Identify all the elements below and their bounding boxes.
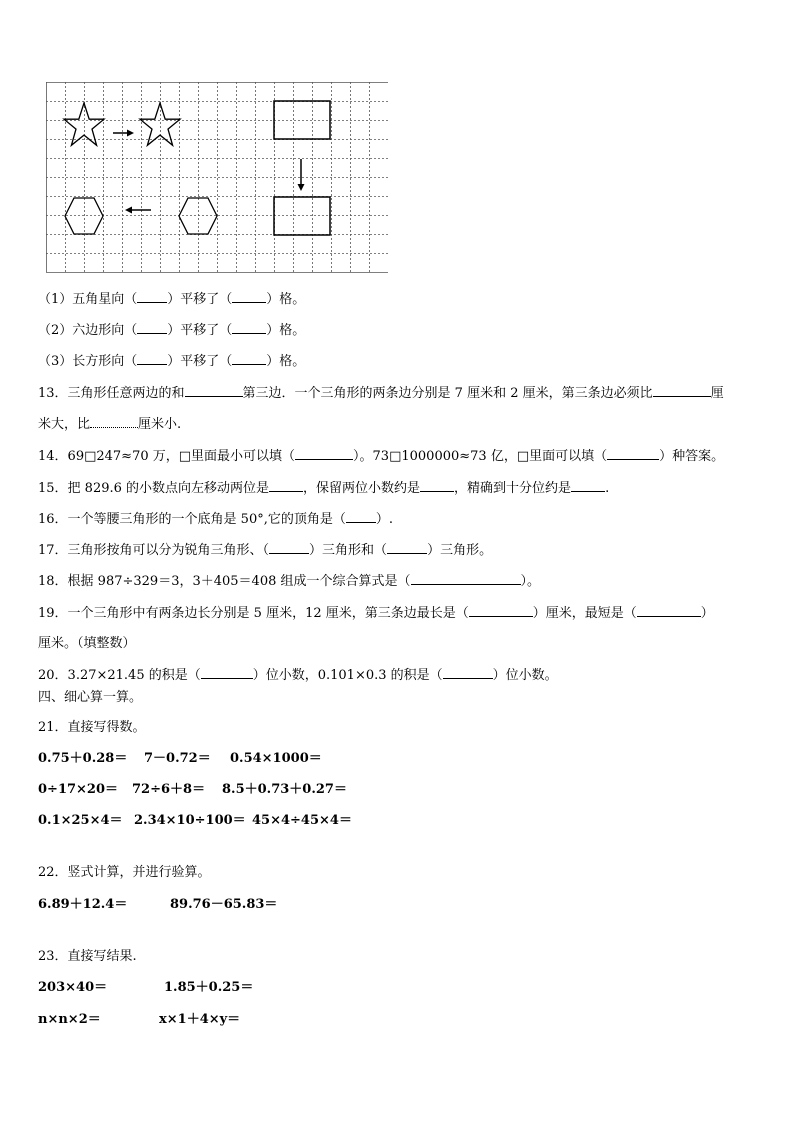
q13-text-c: 厘 xyxy=(710,386,724,401)
q19-blank-1[interactable] xyxy=(469,604,533,617)
q18-text-a: 18．根据 987÷329＝3，3＋405＝408 组成一个综合算式是（ xyxy=(38,574,411,589)
q12-2-text-a: （2）六边形向（ xyxy=(38,323,138,338)
question-13-line-2 xyxy=(38,415,181,434)
q23-expr: n×n×2＝ xyxy=(38,1012,101,1027)
question-20 xyxy=(38,666,558,685)
q12-2-text-b: ）平移了（ xyxy=(167,323,233,338)
question-14 xyxy=(38,447,724,466)
q23-expr: x×1＋4×y＝ xyxy=(159,1012,241,1027)
star-shape-left xyxy=(64,103,104,145)
q18-text-b: ）。 xyxy=(520,574,541,589)
q21-expr: 2.34×10÷100＝ xyxy=(134,813,246,828)
q22-expr: 89.76－65.83＝ xyxy=(170,897,278,912)
q19-text-a: 19．一个三角形中有两条边长分别是 5 厘米，12 厘米，第三条边最长是（ xyxy=(38,606,469,621)
q12-3-text-a: （3）长方形向（ xyxy=(38,354,138,369)
q17-text-c: ）三角形。 xyxy=(427,543,493,558)
q23-expr: 203×40＝ xyxy=(38,980,108,995)
arrow-left-icon xyxy=(125,207,151,214)
q20-text-b: ）位小数，0.101×0.3 的积是（ xyxy=(252,668,443,683)
q12-2-text-c: ）格。 xyxy=(266,323,306,338)
question-19-line-2 xyxy=(38,635,136,653)
q15-text-a: 15．把 829.6 的小数点向左移动两位是 xyxy=(38,481,270,496)
q19-text-b: ）厘米，最短是（ xyxy=(532,606,637,621)
q21-expr: 0.54×1000＝ xyxy=(230,751,322,766)
q15-blank-2[interactable] xyxy=(420,479,454,492)
q12-item-1 xyxy=(38,290,305,309)
q19-text-c: ） xyxy=(700,606,714,621)
question-16 xyxy=(38,510,393,529)
q21-expr: 72÷6＋8＝ xyxy=(132,782,206,797)
q21-expr: 0÷17×20＝ xyxy=(38,782,119,797)
question-21-title: 21．直接写得数。 xyxy=(38,720,146,735)
q12-item-3 xyxy=(38,352,305,371)
q12-1-text-b: ）平移了（ xyxy=(167,292,233,307)
q12-3-text-c: ）格。 xyxy=(266,354,306,369)
q14-blank-2[interactable] xyxy=(607,447,659,460)
question-23-title: 23．直接写结果. xyxy=(38,949,137,964)
q12-item-2 xyxy=(38,321,305,340)
question-22-title: 22．竖式计算，并进行验算。 xyxy=(38,865,211,880)
q15-blank-3[interactable] xyxy=(571,479,605,492)
q13-text-e: 厘米小. xyxy=(138,417,182,432)
q17-blank-2[interactable] xyxy=(387,541,427,554)
q16-blank[interactable] xyxy=(346,510,376,523)
hexagon-shape-left xyxy=(65,198,103,234)
q15-text-d: . xyxy=(605,481,610,496)
q19-text-d: 厘米。（填整数） xyxy=(38,636,136,651)
q12-3-text-b: ）平移了（ xyxy=(167,354,233,369)
question-19-line-1 xyxy=(38,604,714,623)
q20-text-a: 20．3.27×21.45 的积是（ xyxy=(38,668,201,683)
q13-blank-3[interactable] xyxy=(90,415,138,428)
q12-3-blank-direction[interactable] xyxy=(137,352,167,365)
q21-expr: 8.5＋0.73＋0.27＝ xyxy=(222,782,347,797)
q20-blank-2[interactable] xyxy=(443,666,493,679)
q16-text-b: ）. xyxy=(375,512,393,527)
q17-text-b: ）三角形和（ xyxy=(309,543,388,558)
q15-blank-1[interactable] xyxy=(269,479,303,492)
q14-text-b: ）。73□1000000≈73 亿，□里面可以填（ xyxy=(353,449,608,464)
q17-text-a: 17．三角形按角可以分为锐角三角形、（ xyxy=(38,543,270,558)
q21-expr: 0.1×25×4＝ xyxy=(38,813,123,828)
star-shape-right xyxy=(140,103,180,145)
q12-2-blank-count[interactable] xyxy=(232,321,266,334)
rectangle-shape-top xyxy=(274,101,330,139)
translation-grid-figure xyxy=(46,82,388,274)
q13-text-a: 13．三角形任意两边的和 xyxy=(38,386,185,401)
q21-expr: 7－0.72＝ xyxy=(144,751,211,766)
q17-blank-1[interactable] xyxy=(269,541,309,554)
q20-text-c: ）位小数。 xyxy=(492,668,558,683)
q13-blank-1[interactable] xyxy=(185,384,243,397)
q16-text-a: 16．一个等腰三角形的一个底角是 50°,它的顶角是（ xyxy=(38,512,346,527)
question-18 xyxy=(38,572,540,591)
q12-1-text-a: （1）五角星向（ xyxy=(38,292,138,307)
q15-text-b: ，保留两位小数约是 xyxy=(303,481,421,496)
q12-1-blank-direction[interactable] xyxy=(137,290,167,303)
q18-blank[interactable] xyxy=(411,572,521,585)
q15-text-c: ，精确到十分位约是 xyxy=(454,481,572,496)
section-4-heading: 四、细心算一算。 xyxy=(38,690,143,705)
q22-expr: 6.89＋12.4＝ xyxy=(38,897,128,912)
rectangle-shape-bottom xyxy=(274,197,330,235)
q13-text-b: 第三边．一个三角形的两条边分别是 7 厘米和 2 厘米，第三条边必须比 xyxy=(242,386,653,401)
q20-blank-1[interactable] xyxy=(201,666,253,679)
q12-1-blank-count[interactable] xyxy=(232,290,266,303)
q12-3-blank-count[interactable] xyxy=(232,352,266,365)
q21-expr: 0.75＋0.28＝ xyxy=(38,751,128,766)
hexagon-shape-right xyxy=(179,198,217,234)
grid-lines xyxy=(46,82,388,273)
arrow-down-icon xyxy=(298,159,305,191)
question-17 xyxy=(38,541,492,560)
q12-2-blank-direction[interactable] xyxy=(137,321,167,334)
q14-blank-1[interactable] xyxy=(295,447,353,460)
q19-blank-2[interactable] xyxy=(637,604,701,617)
question-13-line-1 xyxy=(38,384,724,403)
q23-expr: 1.85＋0.25＝ xyxy=(164,980,254,995)
q13-blank-2[interactable] xyxy=(653,384,711,397)
arrow-right-icon xyxy=(113,130,134,137)
q21-expr: 45×4÷45×4＝ xyxy=(252,813,352,828)
q14-text-c: ）种答案。 xyxy=(659,449,725,464)
question-15 xyxy=(38,479,609,498)
q12-1-text-c: ）格。 xyxy=(266,292,306,307)
q13-text-d: 米大，比 xyxy=(38,417,91,432)
q14-text-a: 14．69□247≈70 万，□里面最小可以填（ xyxy=(38,449,296,464)
